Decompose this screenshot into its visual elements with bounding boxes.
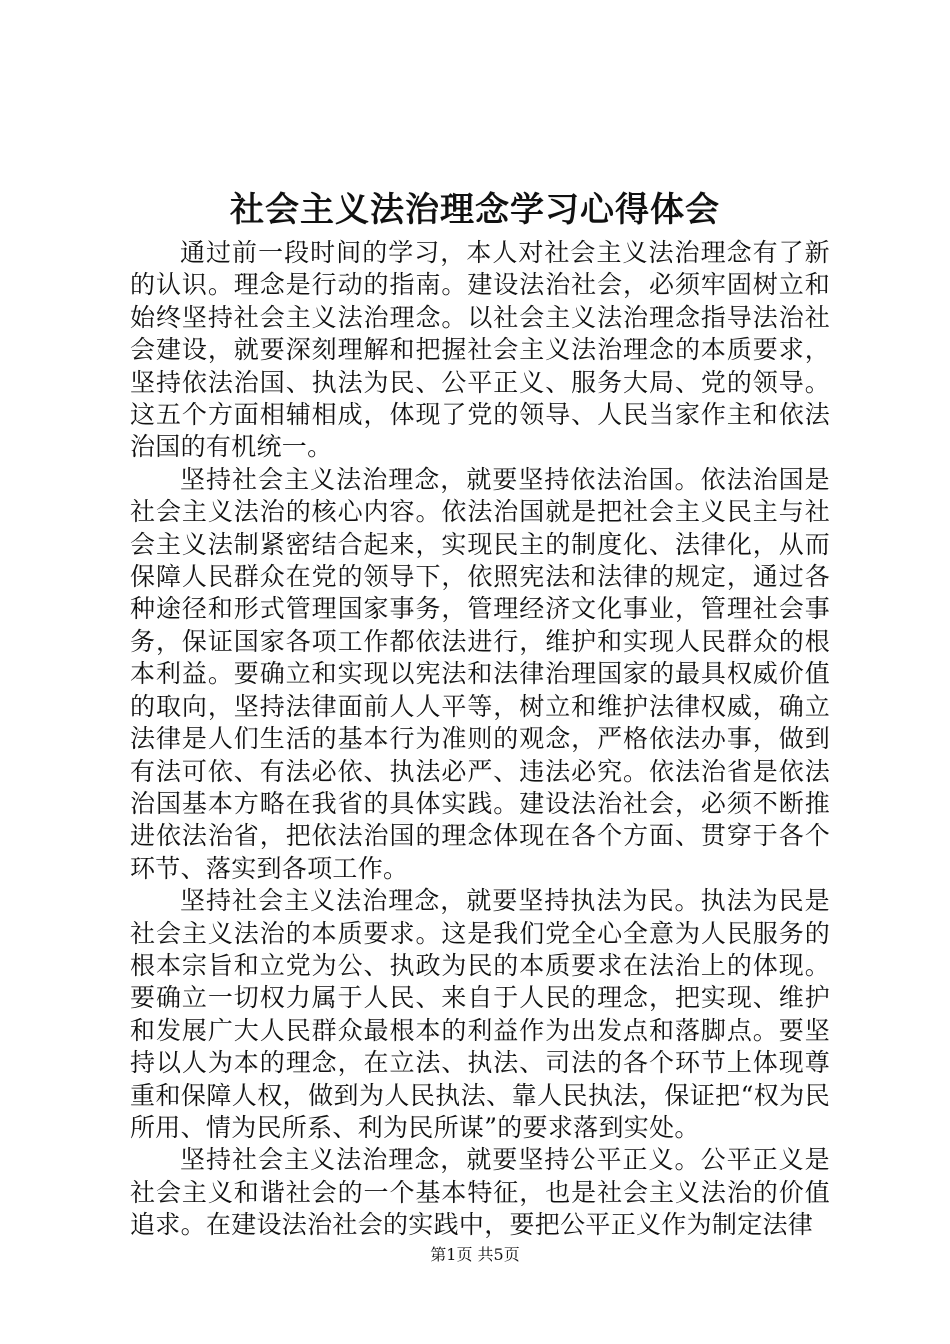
- document-title: 社会主义法治理念学习心得体会: [230, 190, 720, 230]
- page-number-footer: 第1页 共5页: [430, 1245, 520, 1264]
- paragraph-1: 通过前一段时间的学习，本人对社会主义法治理念有了新的认识。理念是行动的指南。建设法治社会，必须牢固树立和始终坚持社会主义法治理念。以社会主义法治理念指导法治社会建设，就要深刻理解和把握社会主义法治理念的本质要求，坚持依法治国、执法为民、公平正义、服务大局、党的领导。这五个方面相辅相成，体现了党的领导、人民当家作主和依法治国的有机统一。: [130, 238, 830, 462]
- paragraph-2: 坚持社会主义法治理念，就要坚持依法治国。依法治国是社会主义法治的核心内容。依法治国就是把社会主义民主与社会主义法制紧密结合起来，实现民主的制度化、法律化，从而保障人民群众在党的领导下，依照宪法和法律的规定，通过各种途径和形式管理国家事务，管理经济文化事业，管理社会事务，保证国家各项工作都依法进行，维护和实现人民群众的根本利益。要确立和实现以宪法和法律治理国家的最具权威价值的取向，坚持法律面前人人平等，树立和维护法律权威，确立法律是人们生活的基本行为准则的观念，严格依法办事，做到有法可依、有法必依、执法必严、违法必究。依法治省是依法治国基本方略在我省的具体实践。建设法治社会，必须不断推进依法治省，把依法治国的理念体现在各个方面、贯穿于各个环节、落实到各项工作。: [130, 464, 830, 883]
- paragraph-3: 坚持社会主义法治理念，就要坚持执法为民。执法为民是社会主义法治的本质要求。这是我们党全心全意为人民服务的根本宗旨和立党为公、执政为民的本质要求在法治上的体现。要确立一切权力属于人民、来自于人民的理念，把实现、维护和发展广大人民群众最根本的利益作为出发点和落脚点。要坚持以人为本的理念，在立法、执法、司法的各个环节上体现尊重和保障人权，做到为人民执法、靠人民执法，保证把“权为民所用、情为民所系、利为民所谋”的要求落到实处。: [130, 886, 830, 1142]
- paragraph-4: 坚持社会主义法治理念，就要坚持公平正义。公平正义是社会主义和谐社会的一个基本特征，也是社会主义法治的价值追求。在建设法治社会的实践中，要把公平正义作为制定法律: [130, 1145, 830, 1240]
- document-body: [130, 237, 830, 1242]
